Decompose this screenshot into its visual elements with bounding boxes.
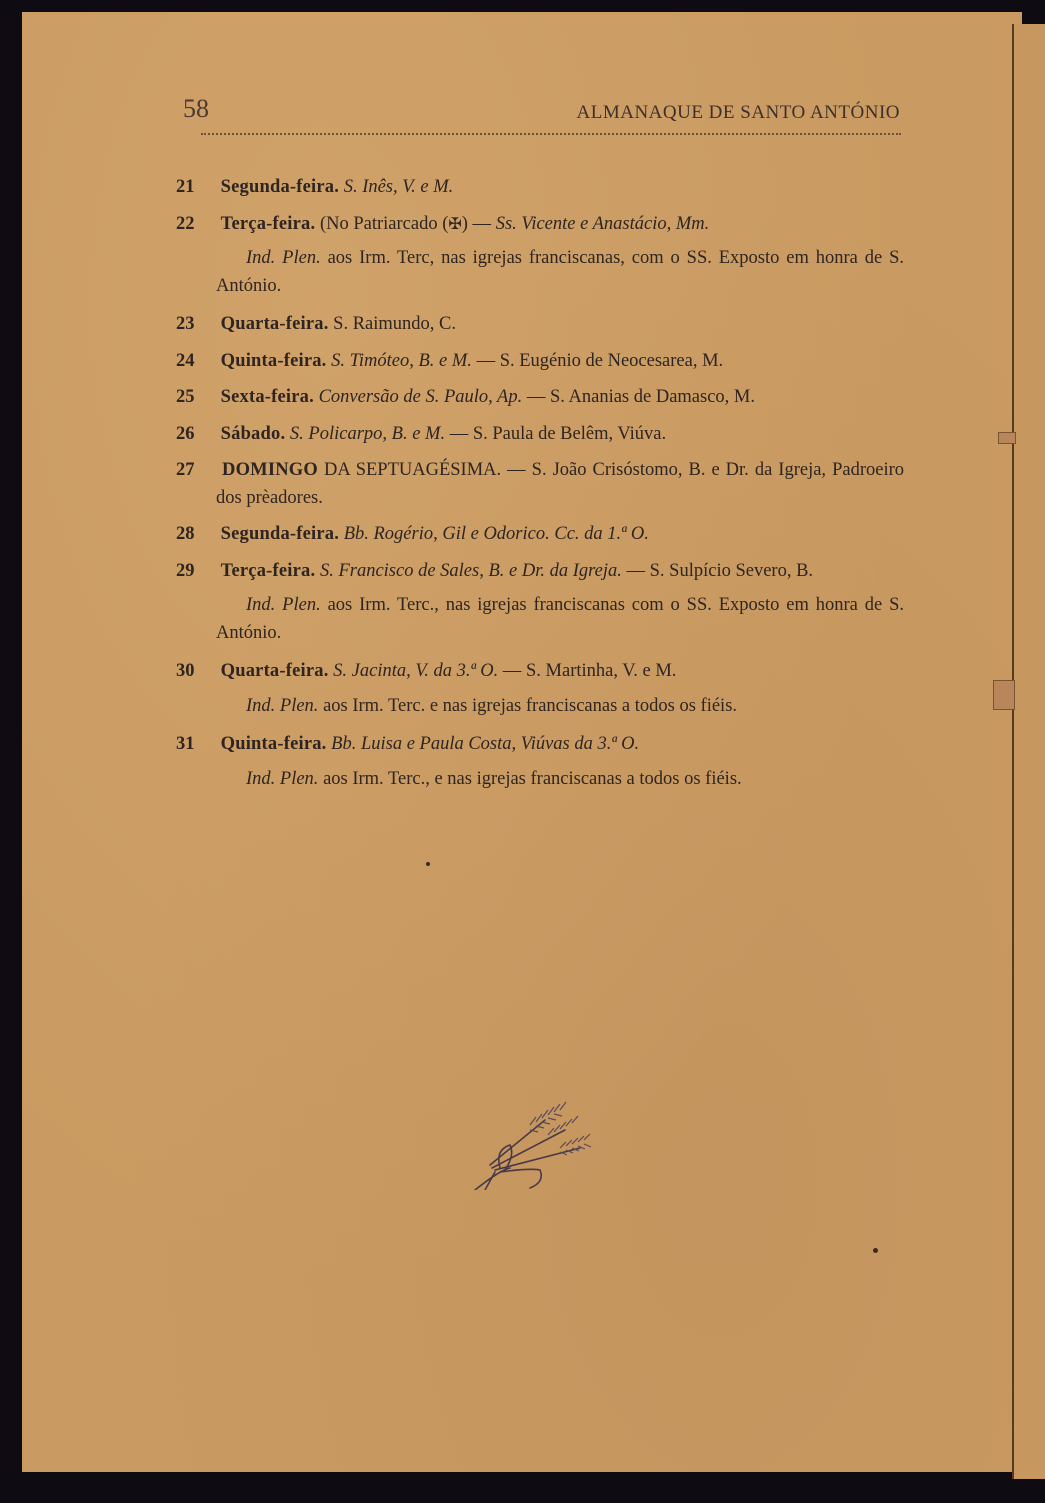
entry-text: — S. Eugénio de Neocesarea, M. xyxy=(476,350,724,371)
binding-mark xyxy=(993,680,1015,710)
note-text: aos Irm. Terc., nas igrejas franciscanas com o SS. Exposto em honra de S. António. xyxy=(216,595,905,643)
indulgence-note xyxy=(216,592,904,647)
day-number: 29 xyxy=(176,560,195,581)
saint-name: S. Policarpo, B. e M. xyxy=(289,423,446,444)
note-text: aos Irm. Terc., e nas igrejas franciscanas a todos os fiéis. xyxy=(323,768,742,789)
saint-name: S. Timóteo, B. e M. xyxy=(331,350,472,371)
paper-speck xyxy=(873,1248,878,1253)
feast-name: Conversão de S. Paulo, Ap. xyxy=(318,387,523,407)
entry-29 xyxy=(176,558,904,586)
weekday: Terça-feira. xyxy=(220,213,316,234)
entry-27 xyxy=(176,457,904,512)
weekday: Quinta-feira. xyxy=(220,350,327,371)
saint-name: S. Jacinta, V. da 3.ª O. xyxy=(333,661,499,681)
entry-text: — S. Sulpício Severo, B. xyxy=(626,560,814,581)
binding-mark xyxy=(998,432,1016,444)
weekday: DOMINGO xyxy=(222,460,318,480)
indulgence-note xyxy=(216,766,904,794)
weekday: Quinta-feira. xyxy=(220,734,327,754)
weekday: Segunda-feira. xyxy=(220,524,340,544)
weekday: Sábado. xyxy=(220,423,286,444)
note-label: Ind. Plen. xyxy=(246,595,321,615)
note-text: aos Irm. Terc. e nas igrejas franciscanas a todos os fiéis. xyxy=(323,695,738,716)
entry-26 xyxy=(176,421,904,449)
cross-icon: ✠ xyxy=(448,215,462,233)
entry-text: — S. Paula de Belêm, Viúva. xyxy=(449,423,667,444)
entry-text: — S. Ananias de Damasco, M. xyxy=(526,387,755,407)
saint-name: S. Inês, V. e M. xyxy=(343,177,454,197)
saint-name: Bb. Rogério, Gil e Odorico. Cc. da 1.ª O. xyxy=(343,524,649,544)
weekday: Sexta-feira. xyxy=(220,387,314,407)
weekday: Segunda-feira. xyxy=(220,177,340,197)
entry-30 xyxy=(176,658,904,686)
day-number: 27 xyxy=(176,460,195,480)
note-label: Ind. Plen. xyxy=(246,768,319,789)
entry-text: ) — xyxy=(461,213,496,234)
entry-23 xyxy=(176,311,904,339)
paper-speck xyxy=(426,862,430,866)
day-number: 21 xyxy=(176,177,195,197)
day-number: 24 xyxy=(176,350,195,371)
saint-name: Bb. Luisa e Paula Costa, Viúvas da 3.ª O. xyxy=(331,734,640,754)
note-text: aos Irm. Terc, nas igrejas franciscanas, com o SS. Exposto em honra de S. António. xyxy=(216,248,905,296)
page-number: 58 xyxy=(183,94,209,123)
entry-24 xyxy=(176,348,904,376)
saint-name: S. Francisco de Sales, B. e Dr. da Igreja. xyxy=(319,560,622,581)
entry-text: DA SEPTUAGÉSIMA. — S. João Crisóstomo, B. e Dr. da Igreja, Padroeiro dos prèadores. xyxy=(216,460,904,508)
weekday: Terça-feira. xyxy=(220,560,316,581)
day-number: 22 xyxy=(176,213,195,234)
wheat-sheaf-icon xyxy=(460,1090,620,1190)
weekday: Quarta-feira. xyxy=(220,661,329,681)
entry-28 xyxy=(176,521,904,549)
day-number: 31 xyxy=(176,734,195,754)
weekday: Quarta-feira. xyxy=(220,314,329,334)
saint-name: Ss. Vicente e Anastácio, Mm. xyxy=(495,213,710,234)
calendar-entries xyxy=(176,174,904,804)
header-rule xyxy=(201,133,901,135)
entry-31 xyxy=(176,731,904,759)
note-label: Ind. Plen. xyxy=(246,248,321,268)
running-title: ALMANAQUE DE SANTO ANTÓNIO xyxy=(576,102,900,123)
day-number: 26 xyxy=(176,423,195,444)
entry-22 xyxy=(176,211,904,239)
day-number: 23 xyxy=(176,314,195,334)
adjacent-page-edge xyxy=(1014,24,1045,1479)
entry-25 xyxy=(176,384,904,412)
day-number: 28 xyxy=(176,524,195,544)
indulgence-note xyxy=(216,245,904,300)
page-header xyxy=(150,88,902,128)
day-number: 25 xyxy=(176,387,195,407)
note-label: Ind. Plen. xyxy=(246,695,319,716)
entry-text: (No Patriarcado ( xyxy=(319,213,449,234)
indulgence-note xyxy=(216,693,904,721)
entry-text: S. Raimundo, C. xyxy=(333,314,457,334)
entry-text: — S. Martinha, V. e M. xyxy=(502,661,677,681)
entry-21 xyxy=(176,174,904,202)
day-number: 30 xyxy=(176,661,195,681)
